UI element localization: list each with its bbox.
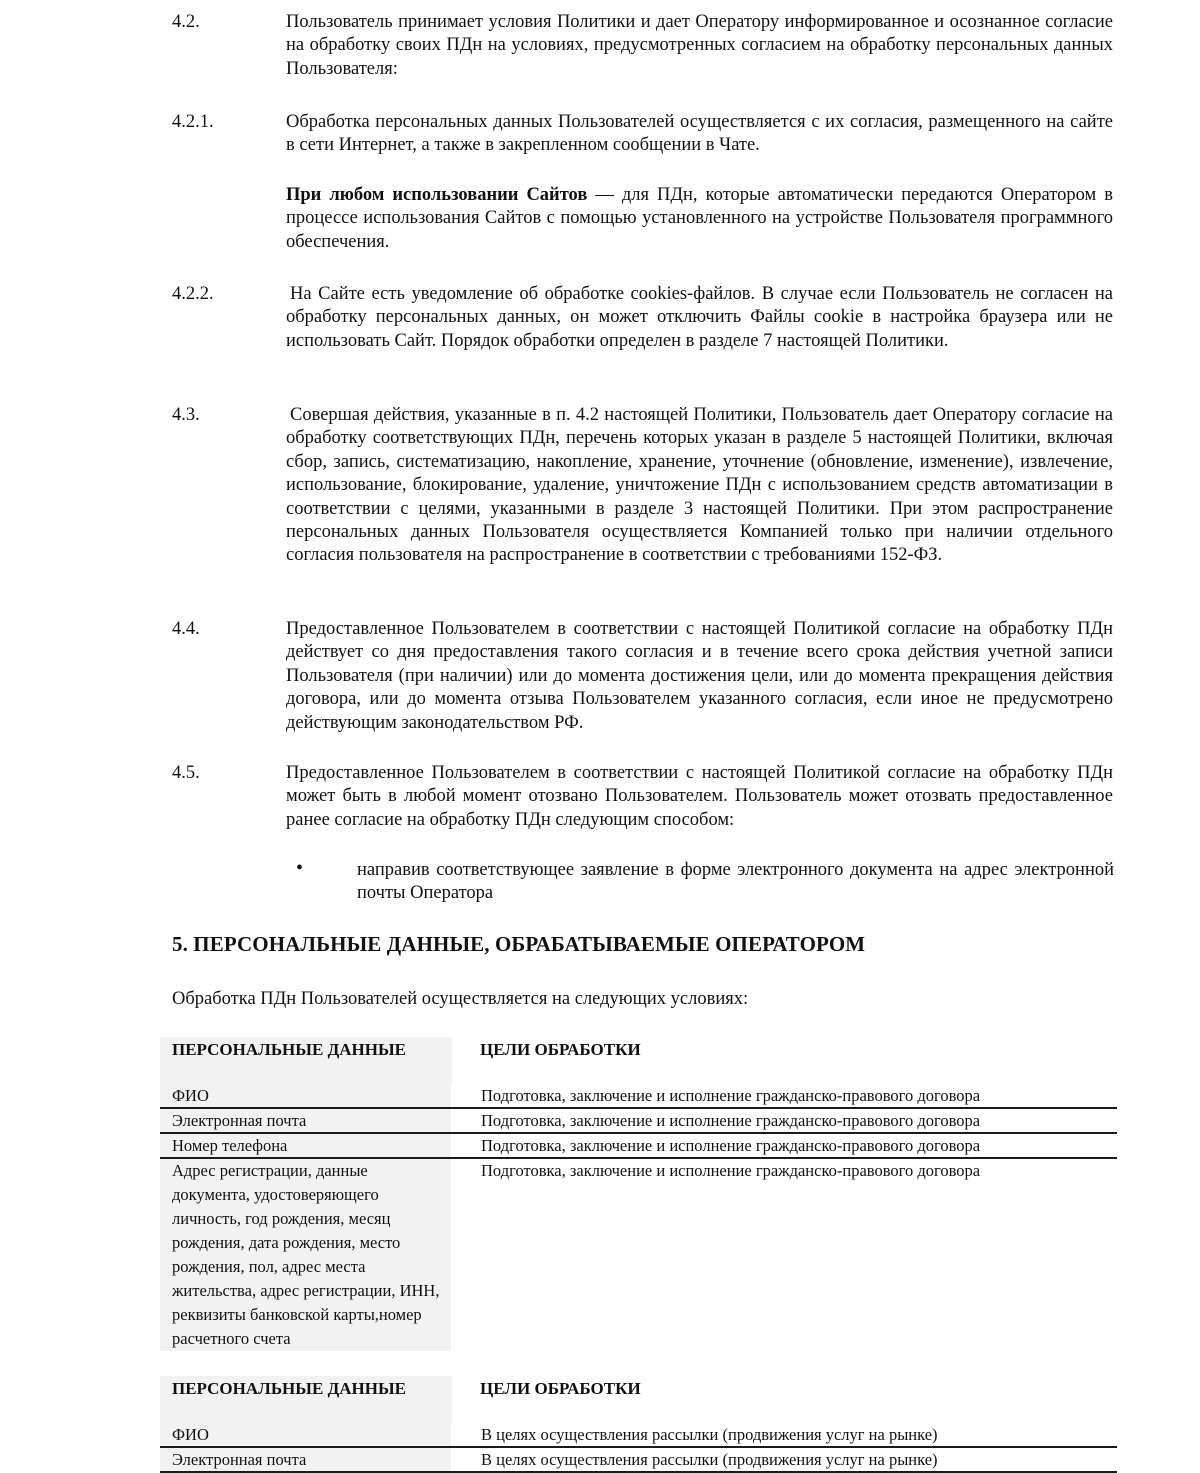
table-row bbox=[160, 1133, 1117, 1158]
clause-4-2-1 bbox=[172, 111, 1116, 254]
section-intro: Обработка ПДн Пользователей осуществляется на следующих условиях: bbox=[172, 989, 749, 1009]
cell-personal-data: ФИО bbox=[160, 1084, 452, 1108]
clause-text: На Сайте есть уведомление об обработке cookies-файлов. В случае если Пользователь не согласен на обработку персональных данных, он может отключить Файлы cookie в настройка браузера или не использовать Сайт. Порядок обработки определен в разделе 7 настоящей Политики. bbox=[286, 284, 1113, 351]
clause-4-2-2 bbox=[172, 283, 1116, 353]
cell-personal-data: Электронная почта bbox=[160, 1108, 452, 1133]
clause-number: 4.5. bbox=[172, 763, 200, 783]
column-header-personal-data: ПЕРСОНАЛЬНЫЕ ДАННЫЕ bbox=[160, 1376, 452, 1423]
table-row bbox=[160, 1158, 1117, 1351]
subparagraph-text: — для ПДн, которые автоматически передаются Оператором в процессе использования Сайтов с помощью установленного на устройстве Пользователя программного обеспечения. bbox=[286, 184, 1113, 252]
clause-text: Предоставленное Пользователем в соответствии с настоящей Политикой согласие на обработку ПДн действует со дня предоставления такого согласия и в течение всего срока действия учетной записи Пользователя (при наличии) или до момента достижения цели, или до момента прекращения действия договора, или до момента отзыва Пользователем указанного согласия, если иное не предусмотрено действующим законодательством РФ. bbox=[286, 619, 1113, 733]
personal-data-table-mailing bbox=[160, 1376, 1117, 1473]
table-row bbox=[160, 1108, 1117, 1133]
clause-number: 4.2. bbox=[172, 12, 200, 32]
cell-personal-data: ФИО bbox=[160, 1423, 452, 1447]
clause-4-3 bbox=[172, 404, 1116, 568]
table-row bbox=[160, 1423, 1117, 1447]
cell-purpose: Подготовка, заключение и исполнение гражданско-правового договора bbox=[452, 1084, 1117, 1108]
cell-personal-data: Электронная почта bbox=[160, 1447, 452, 1472]
bullet-icon: • bbox=[296, 857, 304, 879]
clause-text: Предоставленное Пользователем в соответствии с настоящей Политикой согласие на обработку ПДн может быть в любой момент отозвано Пользователем. Пользователь может отозвать предоставленное ранее согласие на обработку ПДн следующим способом: bbox=[286, 763, 1113, 830]
cell-purpose: Подготовка, заключение и исполнение гражданско-правового договора bbox=[481, 1161, 981, 1180]
clause-number: 4.2.2. bbox=[172, 284, 214, 304]
table-row bbox=[160, 1447, 1117, 1472]
clause-number: 4.3. bbox=[172, 405, 200, 425]
table-header-row bbox=[160, 1376, 1117, 1423]
table-row bbox=[160, 1084, 1117, 1108]
personal-data-table-contract bbox=[160, 1037, 1117, 1351]
bullet-item bbox=[286, 859, 1114, 906]
subparagraph-bold-lead: При любом использовании Сайтов bbox=[286, 184, 588, 205]
clause-4-4 bbox=[172, 618, 1116, 735]
cell-personal-data: Номер телефона bbox=[160, 1133, 452, 1158]
clause-4-2 bbox=[172, 11, 1116, 81]
bullet-text: направив соответствующее заявление в форме электронного документа на адрес электронной почты Оператора bbox=[357, 860, 1114, 904]
clause-text: Пользователь принимает условия Политики и дает Оператору информированное и осознанное согласие на обработку своих ПДн на условиях, предусмотренных согласием на обработку персональных данных Пользователя: bbox=[286, 12, 1113, 79]
cell-purpose: В целях осуществления рассылки (продвижения услуг на рынке) bbox=[452, 1423, 1117, 1447]
cell-purpose: В целях осуществления рассылки (продвижения услуг на рынке) bbox=[452, 1447, 1117, 1472]
clause-text: Обработка персональных данных Пользователей осуществляется с их согласия, размещенного на сайте в сети Интернет, а также в закрепленном сообщении в Чате. bbox=[286, 112, 1113, 156]
clause-number: 4.4. bbox=[172, 619, 200, 639]
cell-purpose: Подготовка, заключение и исполнение гражданско-правового договора bbox=[452, 1108, 1117, 1133]
cell-personal-data: Адрес регистрации, данные документа, удостоверяющего личность, год рождения, месяц рождения, дата рождения, место рождения, пол, адрес места жительства, адрес регистрации, ИНН, реквизиты банковской карты,номер расчетного счета bbox=[160, 1158, 452, 1351]
cell-purpose: Подготовка, заключение и исполнение гражданско-правового договора bbox=[452, 1133, 1117, 1158]
column-header-purpose: ЦЕЛИ ОБРАБОТКИ bbox=[480, 1040, 641, 1059]
table-header-row bbox=[160, 1037, 1117, 1084]
clause-subparagraph bbox=[286, 184, 1113, 254]
clause-number: 4.2.1. bbox=[172, 112, 214, 132]
column-header-purpose: ЦЕЛИ ОБРАБОТКИ bbox=[480, 1379, 641, 1398]
section-heading: 5. ПЕРСОНАЛЬНЫЕ ДАННЫЕ, ОБРАБАТЫВАЕМЫЕ ОПЕРАТОРОМ bbox=[172, 932, 866, 956]
clause-4-5 bbox=[172, 762, 1116, 832]
clause-text: Совершая действия, указанные в п. 4.2 настоящей Политики, Пользователь дает Оператору согласие на обработку соответствующих ПДн, перечень которых указан в разделе 5 настоящей Политики, включая сбор, запись, систематизацию, накопление, хранение, уточнение (обновление, изменение), извлечение, использование, блокирование, удаление, уничтожение ПДн с использованием средств автоматизации в соответствии с целями, указанными в разделе 3 настоящей Политики. При этом распространение персональных данных Пользователя осуществляется Компанией только при наличии отдельного согласия пользователя на распространение в соответствии с требованиями 152-ФЗ. bbox=[286, 405, 1113, 566]
column-header-personal-data: ПЕРСОНАЛЬНЫЕ ДАННЫЕ bbox=[160, 1037, 452, 1084]
